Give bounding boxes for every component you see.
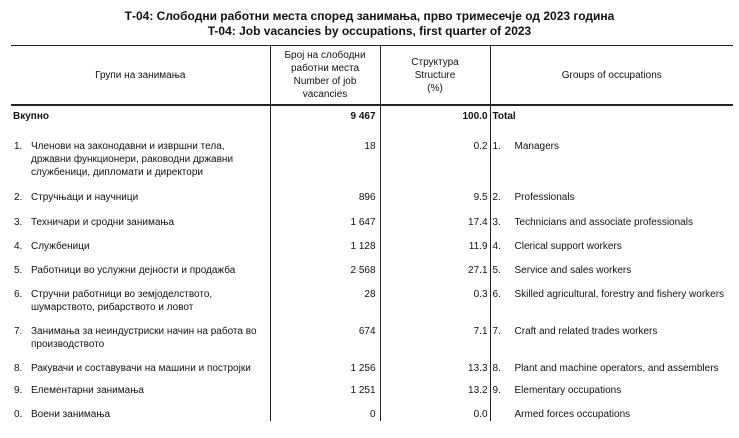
row-code: 9. bbox=[14, 385, 23, 396]
row-code-en: 3. bbox=[492, 217, 501, 228]
total-label-en: Total bbox=[492, 111, 516, 122]
row-structure: 0.3 bbox=[380, 277, 490, 314]
table-titles bbox=[0, 9, 739, 39]
header-structure bbox=[380, 46, 490, 106]
row-structure: 7.1 bbox=[380, 314, 490, 351]
row-code-en: 7. bbox=[492, 326, 501, 337]
row-group-mk: Службеници bbox=[29, 229, 270, 253]
row-group-mk: Стручни работници во земјоделството, шумарството, рибарството и ловот bbox=[29, 277, 270, 314]
table-header bbox=[11, 46, 733, 106]
row-structure: 11.9 bbox=[380, 229, 490, 253]
header-structure-line: Structure bbox=[414, 69, 456, 81]
row-code: 8. bbox=[14, 363, 23, 374]
row-code: 5. bbox=[14, 265, 23, 276]
table-row bbox=[11, 351, 733, 375]
row-code: 2. bbox=[14, 192, 23, 203]
row-code-en: 6. bbox=[492, 289, 501, 300]
row-group-en-label: Elementary occupations bbox=[514, 385, 622, 396]
row-code: 3. bbox=[14, 217, 23, 228]
row-count: 18 bbox=[270, 126, 380, 179]
total-count: 9 467 bbox=[270, 105, 380, 126]
table-row bbox=[11, 375, 733, 397]
row-structure: 17.4 bbox=[380, 204, 490, 229]
row-group-en bbox=[490, 179, 733, 204]
row-group-en bbox=[490, 204, 733, 229]
row-group-en-label: Plant and machine operators, and assemblers bbox=[514, 363, 719, 374]
row-group-mk: Стручњаци и научници bbox=[29, 179, 270, 204]
row-group-en bbox=[490, 375, 733, 397]
header-count-line: работни места bbox=[290, 63, 360, 74]
row-code: 0. bbox=[14, 409, 23, 420]
row-group-en-label: Technicians and associate professionals bbox=[514, 217, 693, 228]
row-group-mk: Техничари и сродни занимања bbox=[29, 204, 270, 229]
row-structure: 0.2 bbox=[380, 126, 490, 179]
row-code-en: 1. bbox=[492, 141, 501, 152]
row-group-en-label: Professionals bbox=[514, 192, 575, 203]
row-group-mk: Елементарни занимања bbox=[29, 375, 270, 397]
row-count: 1 647 bbox=[270, 204, 380, 229]
row-group-en bbox=[490, 126, 733, 179]
table-row bbox=[11, 179, 733, 204]
table-row bbox=[11, 229, 733, 253]
row-group-mk: Членови на законодавни и извршни тела, државни функционери, раководни државни службеници, дипломати и директори bbox=[29, 126, 270, 179]
row-group-mk: Ракувачи и составувачи на машини и постројки bbox=[29, 351, 270, 375]
row-code: 4. bbox=[14, 241, 23, 252]
row-code: 1. bbox=[14, 141, 23, 152]
row-structure: 13.3 bbox=[380, 351, 490, 375]
table-body bbox=[11, 105, 733, 421]
row-count: 28 bbox=[270, 277, 380, 314]
row-group-mk: Работници во услужни дејности и продажба bbox=[29, 253, 270, 277]
total-label-mk: Вкупно bbox=[11, 105, 270, 126]
row-count: 896 bbox=[270, 179, 380, 204]
table-row-total bbox=[11, 105, 733, 126]
row-code-en: 9. bbox=[492, 385, 501, 396]
row-code-en: 2. bbox=[492, 192, 501, 203]
table-row bbox=[11, 277, 733, 314]
row-count: 1 251 bbox=[270, 375, 380, 397]
row-structure: 9.5 bbox=[380, 179, 490, 204]
row-count: 2 568 bbox=[270, 253, 380, 277]
row-group-en bbox=[490, 277, 733, 314]
title-macedonian: Т-04: Слободни работни места според занимања, прво тримесечје од 2023 година bbox=[124, 9, 615, 23]
row-code: 7. bbox=[14, 326, 23, 337]
row-group-mk: Воени занимања bbox=[29, 397, 270, 421]
row-group-mk: Занимања за неиндустриски начин на работа во производството bbox=[29, 314, 270, 351]
header-groups-mk: Групи на занимања bbox=[11, 46, 270, 106]
header-count bbox=[270, 46, 380, 106]
row-group-en-label: Skilled agricultural, forestry and fishery workers bbox=[514, 289, 725, 300]
row-count: 674 bbox=[270, 314, 380, 351]
row-group-en bbox=[490, 351, 733, 375]
row-count: 1 128 bbox=[270, 229, 380, 253]
header-count-line: vacancies bbox=[302, 89, 348, 100]
total-structure: 100.0 bbox=[380, 105, 490, 126]
header-structure-line: (%) bbox=[427, 82, 443, 94]
header-structure-line: Структура bbox=[411, 56, 459, 68]
row-group-en bbox=[490, 314, 733, 351]
title-english: T-04: Job vacancies by occupations, first quarter of 2023 bbox=[207, 24, 532, 38]
row-count: 0 bbox=[270, 397, 380, 421]
row-count: 1 256 bbox=[270, 351, 380, 375]
row-code: 6. bbox=[14, 289, 23, 300]
row-structure: 13.2 bbox=[380, 375, 490, 397]
row-group-en-label: Clerical support workers bbox=[514, 241, 622, 252]
row-group-en bbox=[490, 229, 733, 253]
row-group-en bbox=[490, 253, 733, 277]
row-group-en-label: Managers bbox=[514, 141, 559, 152]
row-code-en: 8. bbox=[492, 363, 501, 374]
row-code-en: 5. bbox=[492, 265, 501, 276]
table-row bbox=[11, 126, 733, 179]
row-group-en bbox=[490, 397, 733, 421]
row-code-en: 4. bbox=[492, 241, 501, 252]
header-count-line: Number of job bbox=[293, 76, 357, 87]
row-group-en-label: Armed forces occupations bbox=[514, 409, 631, 420]
table-row bbox=[11, 314, 733, 351]
table-row bbox=[11, 204, 733, 229]
table-row bbox=[11, 253, 733, 277]
row-group-en-label: Craft and related trades workers bbox=[514, 326, 658, 337]
table-row bbox=[11, 397, 733, 421]
row-structure: 27.1 bbox=[380, 253, 490, 277]
header-count-line: Број на слободни bbox=[284, 50, 366, 61]
job-vacancies-table bbox=[11, 45, 733, 421]
header-groups-en: Groups of occupations bbox=[490, 46, 733, 106]
row-structure: 0.0 bbox=[380, 397, 490, 421]
row-group-en-label: Service and sales workers bbox=[514, 265, 632, 276]
